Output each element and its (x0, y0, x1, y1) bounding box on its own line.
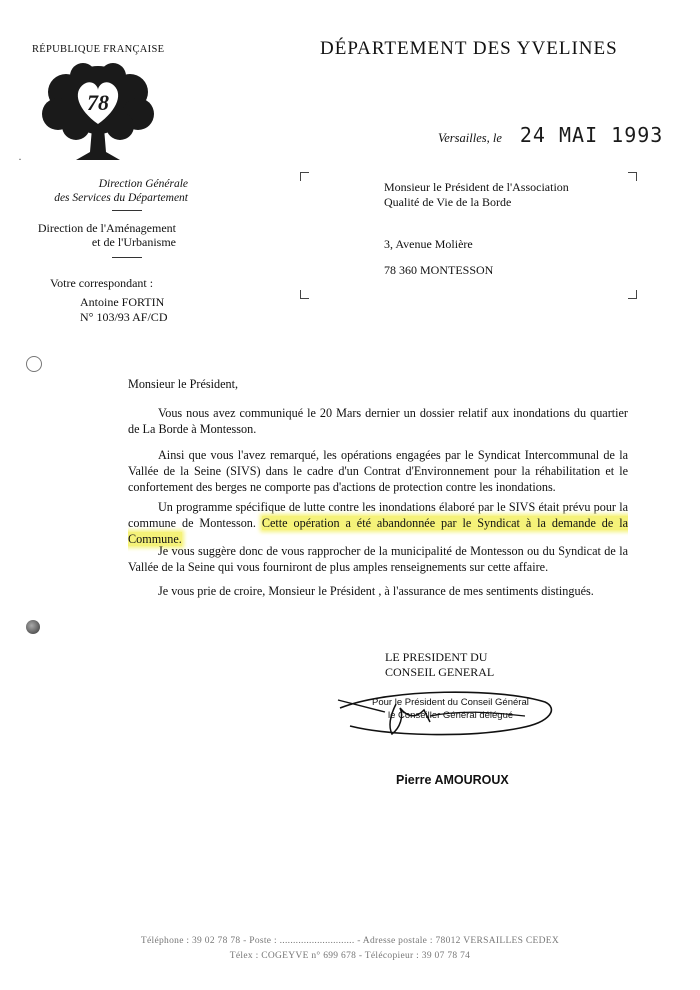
logo-number: 78 (87, 90, 109, 115)
signatory-title (385, 650, 494, 680)
signatory-title-line1: LE PRESIDENT DU (385, 650, 488, 664)
dau-line1: Direction de l'Aménagement (37, 221, 176, 235)
paragraph-1: Vous nous avez communiqué le 20 Mars dernier un dossier relatif aux inondations du quartier de La Borde à Montesson. (128, 406, 628, 436)
address-bracket (628, 290, 637, 299)
address-bracket (300, 290, 309, 299)
punch-hole (26, 620, 40, 634)
dgs-line1: Direction Générale (98, 178, 188, 190)
dgs-line2: des Services du Département (54, 192, 188, 204)
address-bracket (628, 172, 637, 181)
recipient-block (384, 180, 569, 210)
divider (112, 210, 142, 211)
reference-number: N° 103/93 AF/CD (80, 310, 168, 324)
paragraph-3 (128, 499, 628, 547)
paragraph-3-text: Un programme spécifique de lutte contre les inondations élaboré par le SIVS était prévu pour la commune de Montesson. (128, 500, 628, 530)
footer-contact-line1: Téléphone : 39 02 78 78 - Poste : ............................ - Adresse postale : 78012 VERSAILLES CEDEX (140, 936, 560, 946)
divider (112, 257, 142, 258)
signature-stamp (372, 696, 529, 722)
direction-amenagement (18, 221, 176, 249)
footer-contact-line2: Télex : COGEYVE n° 699 678 - Télécopieur : 39 07 78 74 (229, 951, 471, 961)
recipient-city: 78 360 MONTESSON (384, 263, 494, 277)
highlighted-sentence: Cette opération a été abandonnée par le Syndicat à la demande de la Commune. (128, 516, 628, 546)
signatory-title-line2: CONSEIL GENERAL (385, 665, 495, 679)
stamp-line1: Pour le Président du Conseil Général (372, 697, 529, 708)
republique-francaise: RÉPUBLIQUE FRANÇAISE (32, 44, 165, 55)
date-stamp: 24 MAI 1993 (519, 123, 664, 147)
direction-generale (18, 177, 188, 205)
signatory-name: Pierre AMOUROUX (396, 773, 509, 787)
address-bracket (300, 172, 309, 181)
recipient-line1: Monsieur le Président de l'Association (384, 180, 569, 194)
dau-line2: et de l'Urbanisme (91, 235, 176, 249)
paragraph-4: Je vous suggère donc de vous rapprocher de la municipalité de Montesson ou du Syndicat de la Vallée de la Seine qui vous fourniront de plus amples renseignements sur cette affaire. (128, 544, 628, 574)
paragraph-5: Je vous prie de croire, Monsieur le Président , à l'assurance de mes sentiments distingués. (158, 584, 594, 598)
correspondent-name: Antoine FORTIN (80, 295, 165, 309)
date-line (438, 123, 663, 147)
paragraph-2: Ainsi que vous l'avez remarqué, les opérations engagées par le Syndicat Intercommunal de la Vallée de la Seine (SIVS) dans le cadre d'un Contrat d'Environnement pour la réhabilitation et le confortement des berges ne comporte pas d'actions de protection contre les inondations. (128, 448, 628, 494)
stamp-line2: le Conseiller Général délégué (388, 710, 514, 721)
correspondent-label: Votre correspondant : (50, 276, 154, 290)
tree-logo-icon (38, 62, 158, 164)
recipient-line2: Qualité de Vie de la Borde (384, 195, 512, 209)
salutation: Monsieur le Président, (128, 377, 239, 391)
recipient-street: 3, Avenue Molière (384, 237, 473, 251)
date-city: Versailles, le (438, 131, 502, 145)
margin-mark: · (18, 152, 22, 166)
punch-hole (26, 356, 42, 372)
department-title: DÉPARTEMENT DES YVELINES (320, 38, 618, 59)
